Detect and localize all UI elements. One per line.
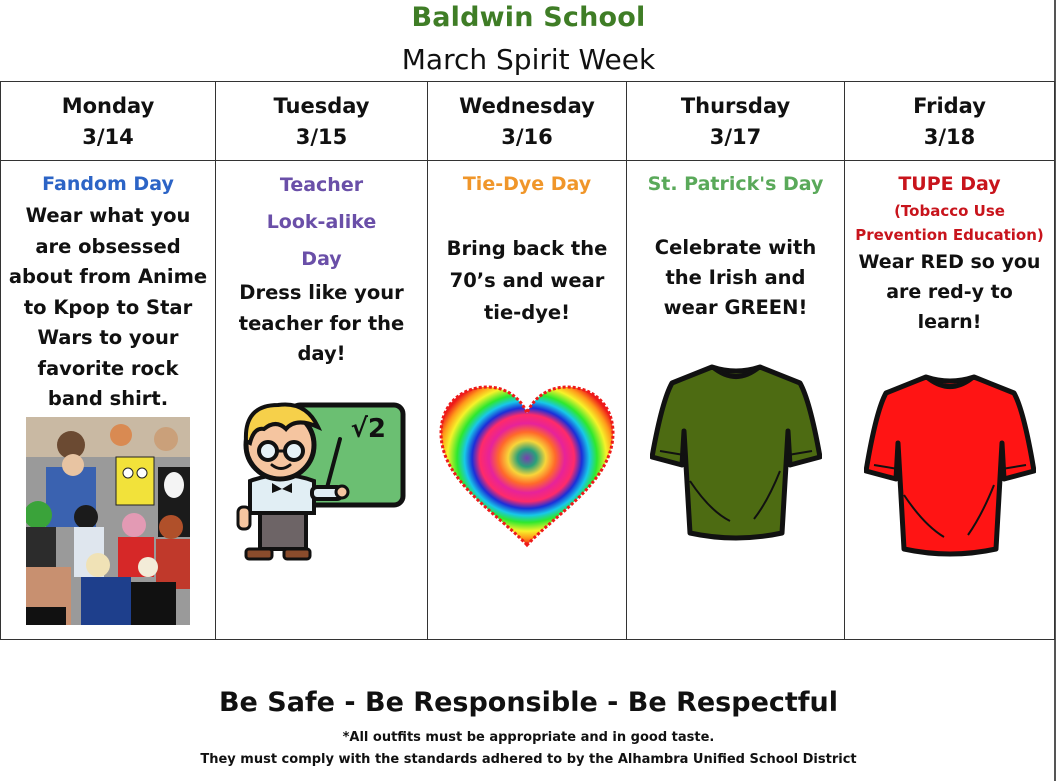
day-date: 3/16 <box>501 125 553 149</box>
day-header-monday <box>1 82 216 161</box>
day-name: Friday <box>913 94 986 118</box>
day-cell-thursday <box>627 161 845 640</box>
theme-description: Dress like your teacher for the day! <box>238 281 405 365</box>
fandom-collage-image <box>1 417 215 625</box>
district-standards-note: They must comply with the standards adhered to by the Alhambra Unified School District <box>200 752 857 767</box>
day-cell-friday <box>845 161 1055 640</box>
day-header-friday <box>845 82 1055 161</box>
tie-dye-heart-image <box>428 383 626 548</box>
day-date: 3/17 <box>709 125 762 149</box>
theme-title: Teacher Look-alike Day <box>266 174 377 270</box>
theme-description: Bring back the 70’s and wear tie-dye! <box>446 237 608 324</box>
theme-description: Wear what you are obsessed about from Anime to Kpop to Star Wars to your favorite rock band shirt. <box>8 204 208 410</box>
day-date: 3/15 <box>295 125 348 149</box>
day-header-thursday <box>627 82 845 161</box>
day-name: Monday <box>61 94 155 118</box>
day-date: 3/14 <box>82 125 134 149</box>
day-date: 3/18 <box>923 125 976 149</box>
day-name: Tuesday <box>273 94 370 118</box>
day-header-tuesday <box>216 82 428 161</box>
day-header-wednesday <box>428 82 627 161</box>
theme-title: Fandom Day <box>42 173 174 195</box>
day-cell-monday <box>1 161 216 640</box>
theme-title: TUPE Day <box>898 173 1001 195</box>
svg-text:√2: √2 <box>350 414 386 444</box>
day-name: Wednesday <box>459 94 595 118</box>
theme-title: Tie-Dye Day <box>462 173 592 195</box>
page-title: March Spirit Week <box>401 43 656 76</box>
theme-description: Celebrate with the Irish and wear GREEN! <box>654 236 817 319</box>
theme-description: Wear RED so you are red-y to learn! <box>858 251 1041 333</box>
red-t-shirt-image <box>845 371 1054 557</box>
day-cell-wednesday <box>428 161 627 640</box>
theme-subtitle: (Tobacco Use Prevention Education) <box>855 202 1044 244</box>
day-name: Thursday <box>680 94 791 118</box>
day-content-row <box>1 161 1055 640</box>
dress-code-note: *All outfits must be appropriate and in good taste. <box>342 730 715 745</box>
teacher-at-chalkboard-image <box>216 399 427 561</box>
school-motto: Be Safe - Be Responsible - Be Respectful <box>218 687 839 718</box>
green-t-shirt-image <box>627 361 844 541</box>
theme-title: St. Patrick's Day <box>647 173 824 195</box>
school-name: Baldwin School <box>411 2 646 33</box>
day-cell-tuesday <box>216 161 428 640</box>
day-header-row <box>1 82 1055 161</box>
spirit-week-table <box>0 81 1055 640</box>
